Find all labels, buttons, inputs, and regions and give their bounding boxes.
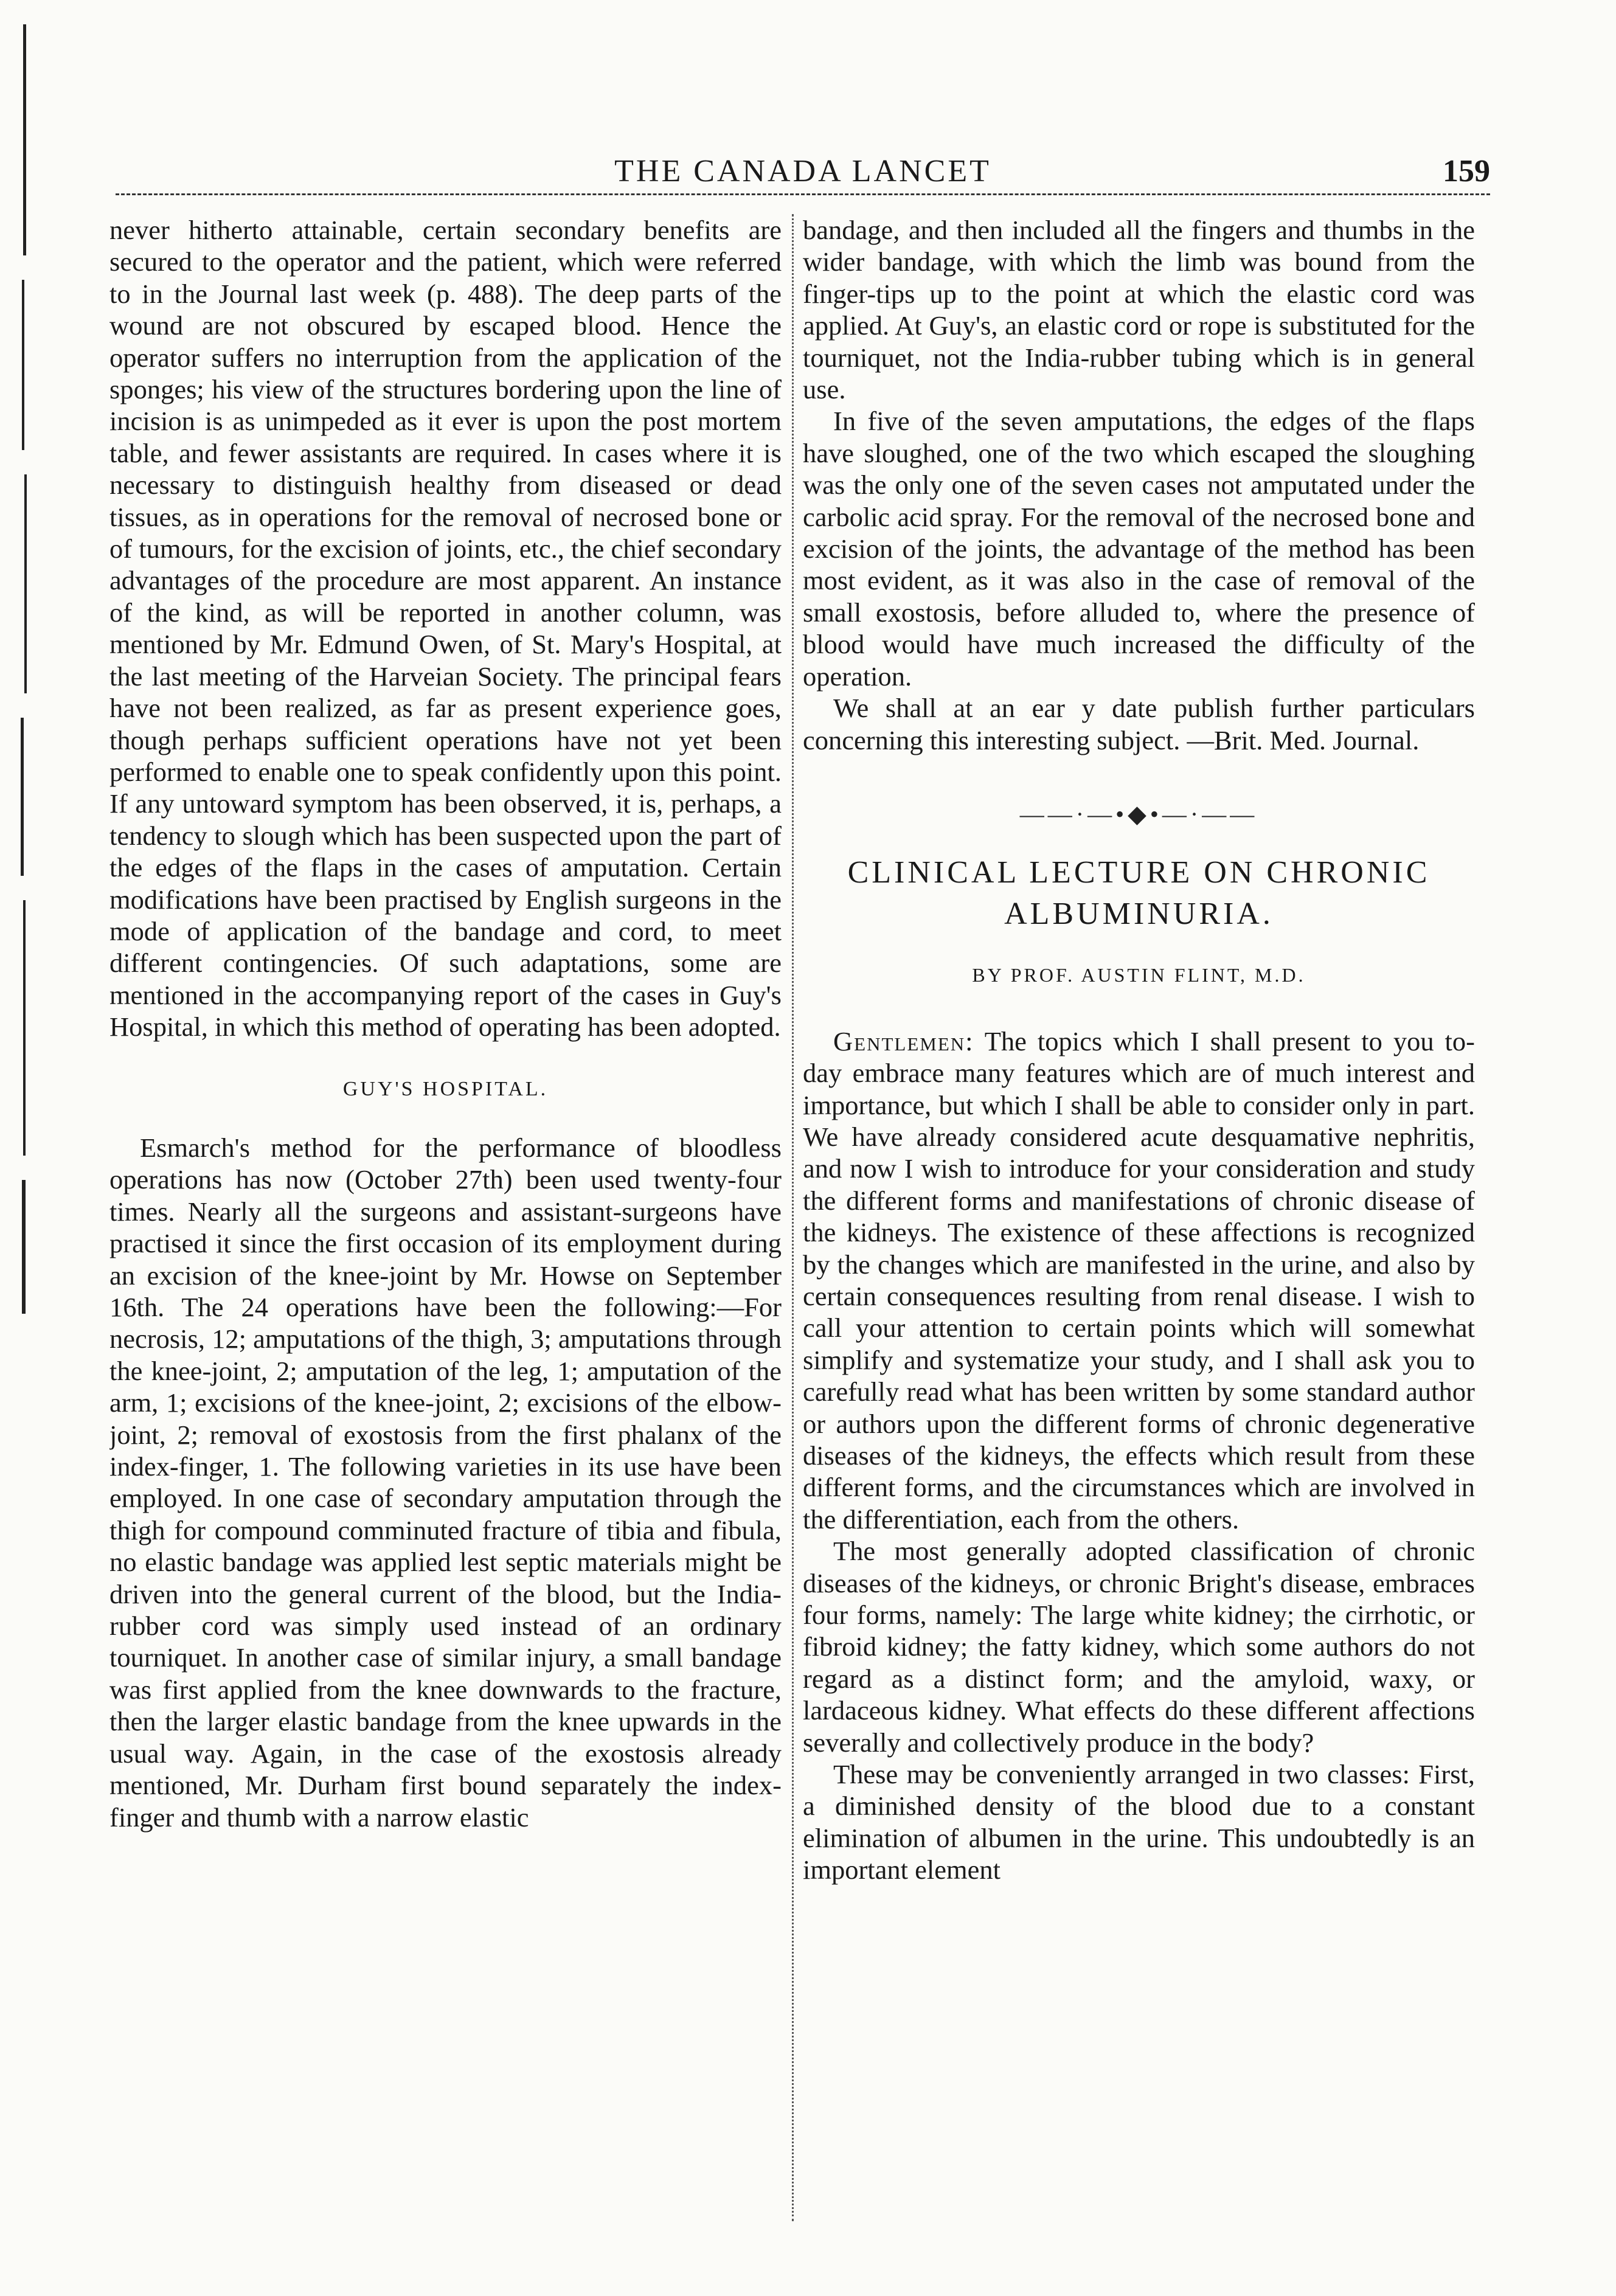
greeting: Gentlemen: [833, 1025, 974, 1056]
paragraph: bandage, and then included all the fingers and thumbs in the wider bandage, with which the limb was bound from the finger-tips up to the point at which the elastic cord was applied. At Guy's, an elastic cord or rope is substituted for the tourniquet, not the India-rubber tubing which is in general use. [803, 215, 1475, 405]
margin-scan-marks [0, 0, 43, 1338]
page-header [116, 153, 1490, 196]
paragraph: These may be conveniently arranged in two classes: First, a diminished density of the blood due to a constant elimination of albumen in the urine. This undoubtedly is an important element [803, 1759, 1475, 1885]
article-byline: BY PROF. AUSTIN FLINT, M.D. [972, 964, 1306, 987]
article-title: CLINICAL LECTURE ON CHRONIC ALBUMINURIA. [847, 855, 1430, 932]
paragraph: Esmarch's method for the performance of bloodless operations has now (October 27th) been used twenty-four times. Nearly all the surgeons and assistant-surgeons have practised it since the first occasion of its employment during an excision of the knee-joint by Mr. Howse on September 16th. The 24 operations have been the following:—For necrosis, 12; amputations of the thigh, 3; amputations through the knee-joint, 2; amputation of the leg, 1; amputation of the arm, 1; excisions of the knee-joint, 2; excisions of the elbow-joint, 2; removal of exostosis from the first phalanx of the index-finger, 1. The following varieties in its use have been employed. In one case of secondary amputation through the thigh for compound comminuted fracture of tibia and fibula, no elastic bandage was applied lest septic materials might be driven into the general current of the blood, but the India-rubber cord was simply used instead of an ordinary tourniquet. In another case of similar injury, a small bandage was first applied from the knee downwards to the fracture, then the larger elastic bandage from the knee upwards in the usual way. Again, in the case of the exostosis already mentioned, Mr. Durham first bound separately the index-finger and thumb with a narrow elastic [109, 1132, 782, 1833]
column-divider [792, 214, 794, 2221]
running-title: THE CANADA LANCET [614, 154, 991, 189]
paragraph: We shall at an ear y date publish further particulars concerning this interesting subject. —Brit. Med. Journal. [803, 693, 1475, 755]
paragraph-text: The topics which I shall present to you to-day embrace many features which are of much interest and importance, but which I shall be able to consider only in part. We have already considered acute desquamative nephritis, and now I wish to introduce for your consideration and study the different forms and manifestations of chronic disease of the kidneys. The existence of these affections is recognized by the changes which are manifested in the urine, and also by certain consequences resulting from renal disease. I wish to call your attention to certain points which will somewhat simplify and systematize your study, and I shall ask you to carefully read what has been written by some standard author or authors upon the different forms of chronic degenerative diseases of the kidneys, the effects which result from these different forms, and the circumstances which are involved in the differentiation, each from the others. [803, 1025, 1475, 1535]
section-heading: GUY'S HOSPITAL. [342, 1077, 549, 1100]
paragraph: never hitherto attainable, certain secondary benefits are secured to the operator and the patient, which were referred to in the Journal last week (p. 488). The deep parts of the wound are not obscured by escaped blood. Hence the operator suffers no interruption from the application of the sponges; his view of the structures bordering upon the line of incision is as unimpeded as it ever is upon the post mortem table, and fewer assistants are required. In cases where it is necessary to distinguish healthy from diseased or dead tissues, as in operations for the removal of necrosed bone or of tumours, for the excision of joints, etc., the chief secondary advantages of the procedure are most apparent. An instance of the kind, as will be reported in another column, was mentioned by Mr. Edmund Owen, of St. Mary's Hospital, at the last meeting of the Harveian Society. The principal fears have not been realized, as far as present experience goes, though perhaps sufficient operations have not yet been performed to enable one to speak confidently upon this point. If any untoward symptom has been observed, it is, perhaps, a tendency to slough which has been suspected upon the part of the edges of the flaps in the cases of amputation. Certain modifications have been practised by English surgeons in the mode of application of the bandage and cord, to meet different contingencies. Of such adaptations, some are mentioned in the accompanying report of the cases in Guy's Hospital, in which this method of operating has been adopted. [109, 215, 782, 1042]
header-rule [116, 193, 1490, 195]
paragraph [803, 1025, 1475, 1536]
left-column [109, 214, 782, 2252]
right-column [803, 214, 1475, 2252]
paragraph: In five of the seven amputations, the edges of the flaps have sloughed, one of the two which escaped the sloughing was the only one of the seven cases not amputated under the carbolic acid spray. For the removal of the necrosed bone and excision of the joints, the advantage of the method has been most evident, as it was also in the case of removal of the small exostosis, before alluded to, where the presence of blood would have much increased the difficulty of the operation. [803, 406, 1475, 692]
paragraph: The most generally adopted classification of chronic diseases of the kidneys, or chronic Bright's disease, embraces four forms, namely: The large white kidney; the cirrhotic, or fibroid kidney; the fatty kidney, which some authors do not regard as a distinct form; and the amyloid, waxy, or lardaceous kidney. What effects do these different affections severally and collectively produce in the body? [803, 1536, 1475, 1758]
page-number: 159 [1443, 154, 1490, 189]
section-ornament: ——·—•◆•—·—— [1019, 800, 1258, 828]
